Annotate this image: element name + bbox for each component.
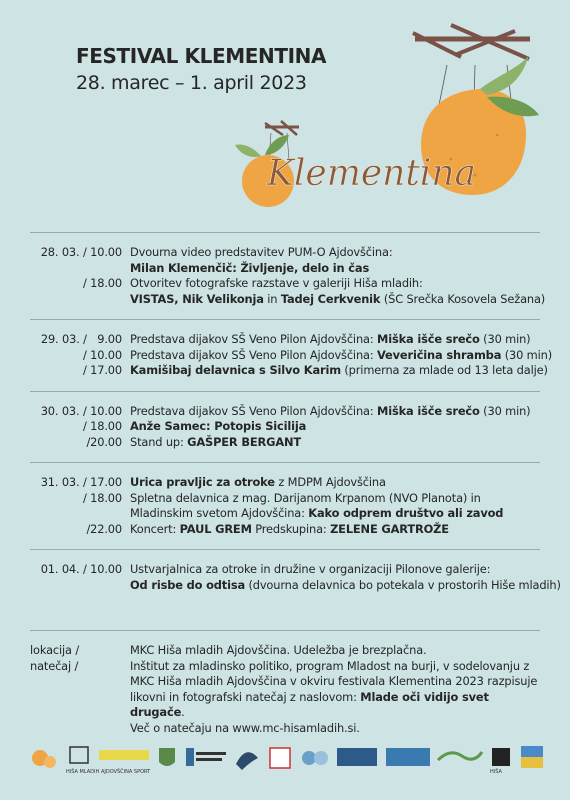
sponsor-logo-ajdovscina-sport [99, 744, 149, 774]
sponsor-logo-ministry [184, 744, 228, 774]
schedule-date: / 10.00 [82, 347, 122, 362]
event-text: (dvourna delavnica bo potekala v prostorih Hiše mladih) [245, 577, 561, 592]
schedule-date: 28. 03. / 10.00 [40, 245, 122, 259]
klementina-logo [225, 25, 565, 225]
event-text: (30 min) [479, 403, 531, 418]
event-title: PAUL GREM [179, 521, 252, 536]
schedule-date: /20.00 [86, 434, 122, 449]
sponsor-label: AJDOVŠČINA SPORT [100, 769, 151, 775]
sponsor-logos [30, 744, 545, 774]
schedule-date [30, 292, 130, 308]
event-title: Kamišibaj delavnica s Silvo Karim [130, 363, 341, 377]
schedule-row [30, 332, 540, 348]
schedule-date [30, 506, 130, 522]
schedule-row [30, 261, 540, 277]
event-text: Mladinskim svetom Ajdovščina: [130, 506, 309, 520]
schedule-description [130, 419, 540, 435]
schedule-description [130, 348, 552, 364]
schedule-date: 01. 04. / 10.00 [40, 562, 122, 576]
program-schedule [30, 232, 561, 605]
logo-wordmark: Klementina [267, 153, 476, 194]
page-subtitle: 28. marec – 1. april 2023 [76, 72, 307, 94]
event-text: Dvourna video predstavitev PUM-O Ajdovščina: [130, 245, 393, 259]
event-title: Kako odprem društvo ali zavod [308, 506, 504, 520]
event-title: Miška išče srečo [377, 403, 480, 418]
event-text: Predstava dijakov SŠ Veno Pilon Ajdovščina: [130, 332, 378, 346]
schedule-row [30, 276, 540, 292]
event-title: Miška išče srečo [377, 332, 480, 346]
contest-link[interactable]: Več o natečaju na www.mc-hisamladih.si. [130, 720, 360, 735]
schedule-description [130, 475, 540, 491]
sponsor-logo-wave [436, 744, 484, 774]
schedule-day [30, 232, 546, 319]
event-title: ZELENE GARTROŽE [330, 521, 449, 536]
sponsor-label: HIŠA MLADIH [66, 769, 100, 775]
event-text: Spletna delavnica z mag. Darijanom Krpanom (NVO Planota) in [130, 490, 481, 505]
schedule-description [130, 292, 545, 308]
contest-label: natečaj / [30, 658, 79, 673]
schedule-day [30, 319, 552, 391]
schedule-row [30, 404, 540, 420]
page-title: FESTIVAL KLEMENTINA [76, 44, 327, 68]
schedule-description [130, 404, 540, 420]
schedule-date: 30. 03. / 10.00 [40, 403, 122, 418]
schedule-day [30, 549, 561, 605]
schedule-row [30, 363, 548, 379]
contest-text [130, 659, 540, 737]
schedule-row [30, 577, 561, 594]
schedule-row [30, 347, 552, 364]
sponsor-logo-crest [153, 744, 179, 774]
schedule-description [130, 332, 540, 348]
sponsor-logo-square [266, 744, 294, 774]
event-title: GAŠPER BERGANT [187, 434, 301, 449]
schedule-description [130, 562, 540, 578]
event-title: Milan Klemenčič: Življenje, delo in čas [130, 260, 370, 275]
schedule-description [130, 578, 561, 594]
schedule-date: 29. 03. / 9.00 [40, 332, 122, 346]
schedule-description [130, 522, 540, 538]
schedule-row [30, 419, 540, 435]
schedule-row [30, 562, 540, 578]
schedule-description [130, 276, 540, 292]
schedule-date: / 17.00 [82, 363, 122, 377]
event-text: Otvoritev fotografske razstave v galeriji Hiša mladih: [130, 276, 423, 290]
event-text: (primerna za mlade od 13 leta dalje) [340, 363, 548, 377]
event-title: Od risbe do odtisa [130, 577, 245, 592]
sponsor-logo-hisa-mladih [64, 744, 100, 775]
event-text: Ustvarjalnica za otroke in družine v organizaciji Pilonove galerije: [130, 562, 491, 576]
event-text: Koncert: [130, 521, 180, 536]
event-text: z MDPM Ajdovščina [274, 475, 386, 489]
sponsor-logo-klementina [30, 744, 60, 774]
event-title: VISTAS, Nik Velikonja [130, 291, 264, 306]
event-text: Predskupina: [251, 521, 331, 536]
schedule-day [30, 462, 540, 549]
event-text: Stand up: [130, 434, 188, 449]
event-text: (ŠC Srečka Kosovela Sežana) [380, 291, 546, 306]
schedule-row [30, 506, 540, 522]
schedule-row [30, 491, 540, 507]
schedule-description [130, 363, 548, 379]
event-text: Predstava dijakov SŠ Veno Pilon Ajdovščina: [130, 347, 378, 362]
sponsor-logo-hisa [488, 744, 514, 774]
event-title: Veveričina shramba [377, 347, 502, 362]
contest-title: Mlade oči vidijo svet drugače [130, 689, 489, 719]
schedule-description [130, 506, 540, 522]
schedule-date: / 18.00 [82, 490, 122, 505]
schedule-description [130, 435, 540, 451]
sponsor-logo-mladinski [335, 744, 379, 774]
schedule-row [30, 291, 546, 308]
sponsor-logo-mladost-na-burji [384, 744, 432, 774]
event-text: Predstava dijakov SŠ Veno Pilon Ajdovščina: [130, 403, 378, 418]
schedule-row [30, 522, 540, 538]
event-title: Anže Samec: Potopis Sicilija [130, 419, 307, 433]
event-title: Tadej Cerkvenik [280, 291, 381, 306]
schedule-row [30, 435, 540, 451]
sponsor-label: HIŠA [490, 769, 503, 775]
sponsor-logo-flag [519, 744, 545, 774]
location-text: MKC Hiša mladih Ajdovščina. Udeležba je brezplačna. [130, 643, 427, 657]
schedule-date [30, 261, 130, 277]
schedule-day [30, 391, 540, 463]
schedule-description [130, 491, 540, 507]
schedule-row [30, 475, 540, 491]
schedule-date: / 18.00 [82, 276, 122, 290]
info-section [30, 630, 540, 736]
contest-text-main: Inštitut za mladinsko politiko, program Mladost na burji, v sodelovanju z MKC Hiša mladih Ajdovščina v okviru festivala Klementina 2023 razpisuje likovni in fotografski natečaj z naslovom: [130, 658, 538, 704]
event-text: (30 min) [479, 332, 531, 346]
schedule-date: /22.00 [86, 521, 122, 536]
event-title: Urica pravljic za otroke [130, 475, 275, 489]
location-label: lokacija / [30, 643, 80, 657]
sponsor-logo-circles [299, 744, 331, 774]
schedule-description [130, 261, 540, 277]
schedule-row [30, 245, 540, 261]
schedule-date: / 18.00 [82, 419, 122, 433]
schedule-description [130, 245, 540, 261]
schedule-date [30, 578, 130, 594]
event-text: (30 min) [501, 347, 552, 362]
schedule-date: 31. 03. / 17.00 [40, 475, 122, 489]
contest-text-end: . [181, 705, 185, 719]
event-text: in [263, 291, 281, 306]
sponsor-logo-bird [232, 744, 262, 774]
